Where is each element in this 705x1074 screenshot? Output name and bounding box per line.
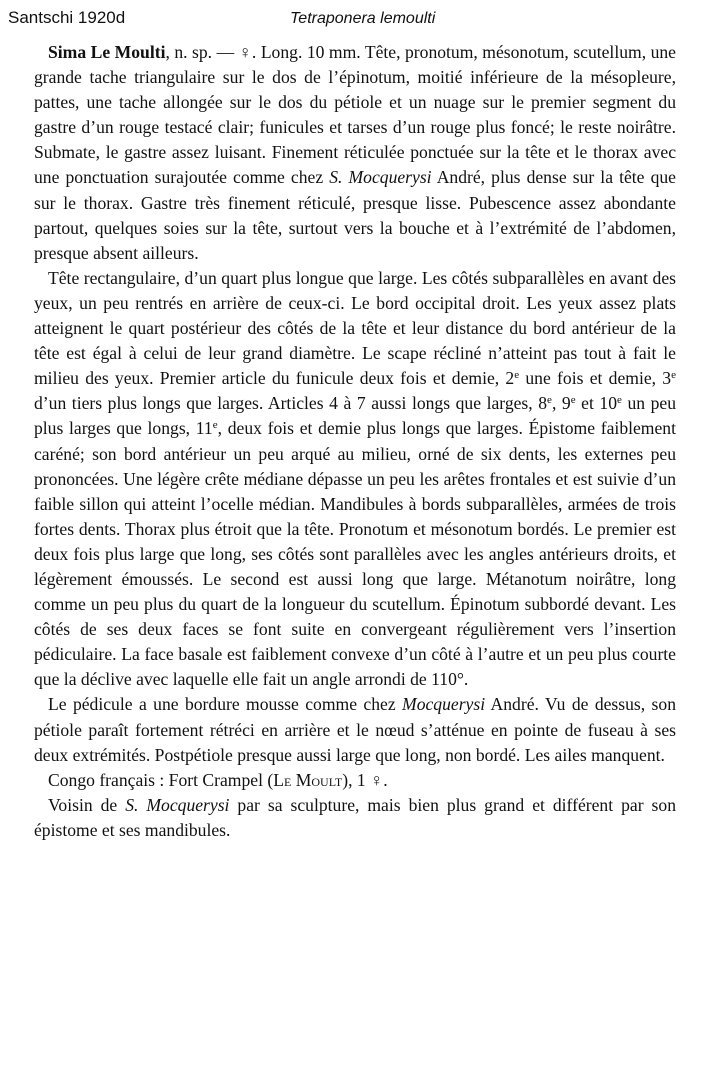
paragraph-morphology (34, 266, 676, 693)
text-run: André, plus dense sur la tête que sur le thorax. Gastre très finement réticulé, presque lisse. Pubescence assez abondante partout, quelques soies sur la tête, surtout vers la bouche et à l’extrémité de l’abdomen, presque absent ailleurs. (34, 167, 676, 263)
paragraph-pedicel (34, 692, 676, 767)
superscript: e (570, 394, 576, 407)
superscript: e (547, 394, 552, 407)
text-run: , deux fois et demie plus longs que larges. Épistome faiblement caréné; son bord antérieur un peu arqué au milieu, orné de six dents, les externes peu prononcées. Une légère crête médiane dépasse un peu les arêtes frontales et est suivie d’un faible sillon qui atteint l’ocelle médian. Mandibules à bords subparallèles, armées de trois fortes dents. Thorax plus étroit que la tête. Pronotum et mésonotum bordés. Le premier est deux fois plus large que long, ses côtés sont parallèles avec les angles antérieurs droits, et légèrement émoussés. Le second est aussi long que large. Métanotum noirâtre, long comme un peu plus du quart de la longueur du scutellum. Épinotum subbordé devant. Les côtés de ses deux faces se font suite en convergeant régulièrement vers l’insertion pédiculaire. La face basale est faiblement convexe d’un côté à l’autre et un peu plus courte que la déclive avec laquelle elle fait un angle arrondi de 110°. (34, 418, 676, 690)
text-run: Tête rectangulaire, d’un quart plus longue que large. Les côtés subparallèles en avant des yeux, un peu rentrés en arrière de ceux-ci. Le bord occipital droit. Les yeux assez plats atteignent le quart postérieur des côtés de la tête et leur distance du bord antérieur de la tête est égal à celui de leur grand diamètre. Le scape récliné n’atteint pas tout à fait le milieu des yeux. Premier article du funicule deux fois et demie, 2 (34, 267, 676, 389)
citation-label: Santschi 1920d (8, 8, 126, 27)
text-run: d’un tiers plus longs que larges. Articles 4 à 7 aussi longs que larges, 8 (34, 393, 548, 414)
species-reference: Mocquerysi (402, 694, 486, 715)
taxon-label: Tetraponera lemoulti (290, 10, 436, 27)
text-run: et 10 (575, 393, 618, 414)
superscript: e (212, 419, 218, 432)
text-run: Voisin de (48, 794, 126, 815)
text-run: ), 1 ♀. (342, 769, 388, 790)
superscript: e (514, 369, 520, 382)
text-run: un peu plus larges que longs, 11 (34, 393, 677, 439)
species-reference: S. Mocquerysi (125, 794, 230, 815)
species-reference: S. Mocquerysi (329, 167, 432, 188)
superscript: e (671, 369, 676, 382)
text-run: André. Vu de dessus, son pétiole paraît fortement rétréci en arrière et le nœud s’atténue en pointe de fuseau à ses deux extrémités. Postpétiole presque aussi large que long, non bordé. Les ailes manquent. (34, 694, 676, 765)
text-run: Congo français : Fort Crampel ( (48, 769, 274, 790)
paragraph-locality (34, 768, 676, 793)
page-header (0, 8, 705, 32)
text-run: Le pédicule a une bordure mousse comme chez (48, 694, 403, 715)
collector-name: Le Moult (273, 769, 343, 790)
text-run: par sa sculpture, mais bien plus grand et différent par son épistome et ses mandibules. (34, 794, 676, 840)
paragraph-affinity (34, 793, 676, 843)
species-description (34, 40, 676, 843)
superscript: e (617, 394, 622, 407)
text-run: , n. sp. — ♀. Long. 10 mm. Tête, pronotum, mésonotum, scutellum, une grande tache triangulaire sur le dos de l’épinotum, moitié inférieure de la mésopleure, pattes, une tache allongée sur le dos du pétiole et un nuage sur le premier segment du gastre d’un rouge testacé clair; funicules et tarses d’un rouge plus foncé; le reste noirâtre. Submate, le gastre assez luisant. Finement réticulée ponctuée sur la tête et le thorax avec une ponctuation surajoutée comme chez (34, 42, 676, 188)
text-run: une fois et demie, 3 (519, 368, 672, 389)
paragraph-diagnosis (34, 40, 676, 266)
species-name-heading: Sima Le Moulti (48, 42, 166, 62)
text-run: , 9 (551, 393, 571, 414)
